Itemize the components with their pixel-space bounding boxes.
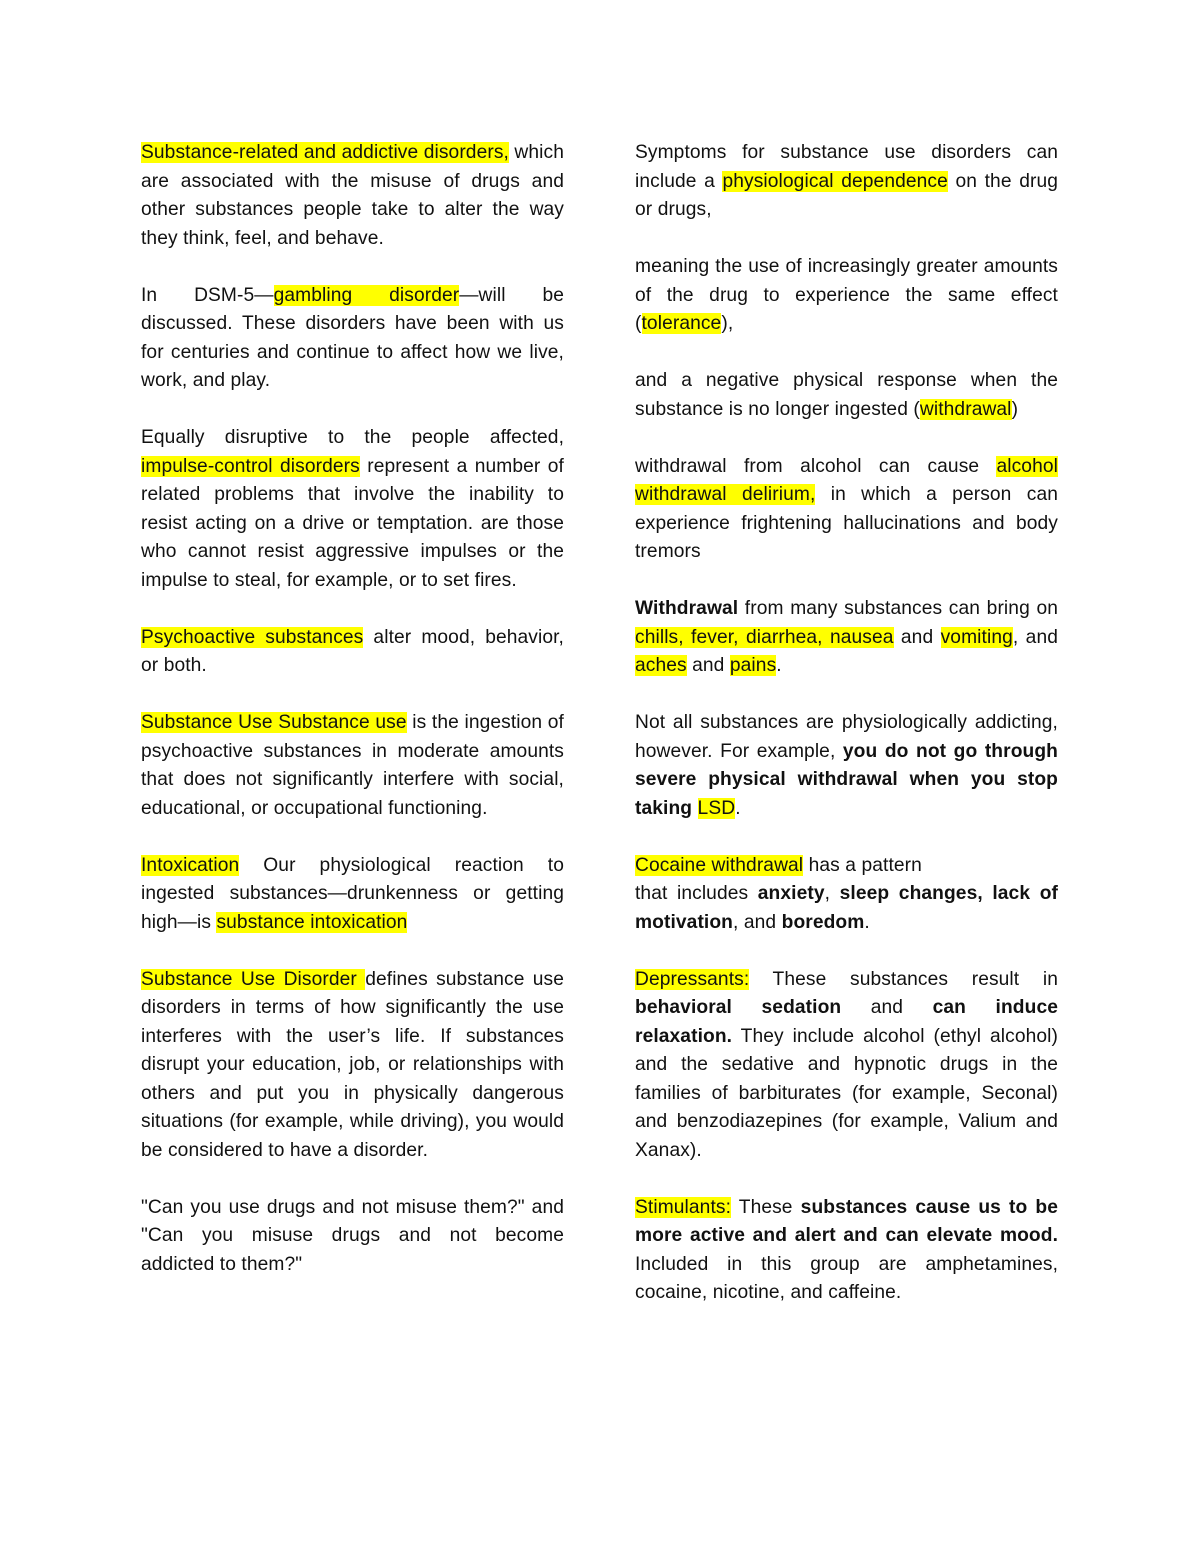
text-run: from many substances can bring on [738,598,1058,619]
text-run: Included in this group are amphetamines, cocaine, nicotine, and caffeine. [635,1253,1058,1303]
text-run: defines substance use disorders in terms of how significantly the use interferes with the user’s life. If substances disrupt your education, job, or relationships with others and put you in physically dangerous situations (for example, while driving), you would be considered to have a disorder. [141,968,565,1161]
right-column-paragraph [635,139,1058,225]
left-column-paragraph [141,282,564,396]
text-run: . [776,655,782,676]
highlighted-term: Intoxication [141,854,240,876]
text-run: . [864,911,870,933]
highlighted-term: substance intoxication [216,911,408,933]
highlighted-term: Substance Use Substance use [141,712,407,733]
text-run: that includes [635,883,758,904]
highlighted-term: withdrawal [919,398,1012,420]
right-column-paragraph [635,709,1058,823]
highlighted-term: impulse-control disorders [141,455,360,477]
left-column [141,139,564,1308]
bold-text: can induce relaxation. [635,997,1058,1047]
text-run: on the drug or drugs, [635,170,1059,220]
text-run: Not all substances are physiologically addicting, however. For example, [635,712,1058,762]
bold-text: Withdrawal [635,598,739,619]
highlighted-term: Stimulants: [635,1196,732,1218]
highlighted-term: aches [635,655,687,676]
highlighted-term: Substance Use Disorder [141,968,366,990]
text-run: withdrawal from alcohol can cause [635,455,997,477]
right-column [635,139,1058,1336]
right-column-paragraph [635,852,1058,938]
text-run: meaning the use of increasingly greater amounts of the drug to experience the same effect ( [635,256,1058,334]
bold-text: you do not go through severe physical withdrawal when you stop taking [635,740,1058,819]
highlighted-term: physiological dependence [722,170,948,192]
text-run: ) [1011,398,1019,420]
text-run: and [893,626,941,648]
text-run: which are associated with the misuse of drugs and other substances people take to alter the way they think, feel, and behave. [141,142,564,249]
text-run: and [686,655,730,676]
text-run: alter mood, behavior, or both. [141,626,564,676]
highlighted-term: gambling disorder [273,284,460,306]
left-column-paragraph [141,139,564,253]
left-column-paragraph [141,709,564,823]
text-run: In DSM-5— [141,284,274,306]
right-column-paragraph [635,253,1058,339]
highlighted-term: chills, fever, diarrhea, nausea [635,626,894,648]
bold-text: sleep changes, lack of motivation [635,883,1058,933]
bold-text: substances cause us to be more active and alert and can elevate mood. [635,1196,1058,1246]
highlighted-term: Psychoactive substances [141,626,364,648]
bold-text: behavioral sedation [635,997,842,1018]
text-run: ), [721,313,734,334]
highlighted-term: vomiting [940,626,1013,648]
text-run: , and [733,911,782,933]
text-run: and a negative physical response when the substance is no longer ingested ( [635,370,1058,420]
left-column-paragraph [141,424,564,595]
left-column-paragraph [141,1194,564,1280]
highlighted-term: LSD [697,797,736,819]
text-run: . [735,797,741,819]
right-column-paragraph [635,453,1058,567]
highlighted-term: Substance-related and addictive disorders, [141,142,509,163]
highlighted-term: Cocaine withdrawal [635,854,804,876]
right-column-paragraph [635,595,1058,681]
text-run: , [824,883,840,904]
text-run: represent a number of related problems that involve the inability to resist acting on a drive or temptation. are those who cannot resist aggressive impulses or the impulse to steal, for example, or to set fires. [141,455,564,591]
text-run: These [731,1196,801,1218]
text-run: in which a person can experience frightening hallucinations and body tremors [635,484,1059,562]
text-run: These substances result in [749,968,1058,990]
highlighted-term: alcohol withdrawal delirium, [635,455,1058,505]
text-run: They include alcohol (ethyl alcohol) and the sedative and hypnotic drugs in the families of barbiturates (for example, Seconal) and benzodiazepines (for example, Valium and Xanax). [635,1025,1058,1161]
text-run: —will be discussed. These disorders have been with us for centuries and continue to affect how we live, work, and play. [141,284,565,391]
left-column-paragraph [141,966,564,1166]
right-column-paragraph [635,966,1058,1166]
text-run: and [841,997,933,1018]
left-column-paragraph [141,852,564,938]
text-run: , and [1012,626,1058,648]
text-run: "Can you use drugs and not misuse them?" and "Can you misuse drugs and not become addicted to them?" [141,1196,564,1275]
highlighted-term: tolerance [641,313,722,334]
text-run: Equally disruptive to the people affected, [141,427,564,448]
bold-text: boredom [781,911,865,933]
right-column-paragraph [635,1194,1058,1308]
bold-text: anxiety [757,883,825,904]
text-run: Our physiological reaction to ingested substances—drunkenness or getting high—is [141,854,564,933]
left-column-paragraph [141,624,564,681]
highlighted-term: pains [729,655,777,676]
right-column-paragraph [635,367,1058,424]
text-run: has a pattern [803,854,922,876]
text-run: is the ingestion of psychoactive substances in moderate amounts that does not significantly interfere with social, educational, or occupational functioning. [141,712,564,819]
text-run: Symptoms for substance use disorders can include a [635,142,1058,192]
highlighted-term: Depressants: [635,968,750,990]
